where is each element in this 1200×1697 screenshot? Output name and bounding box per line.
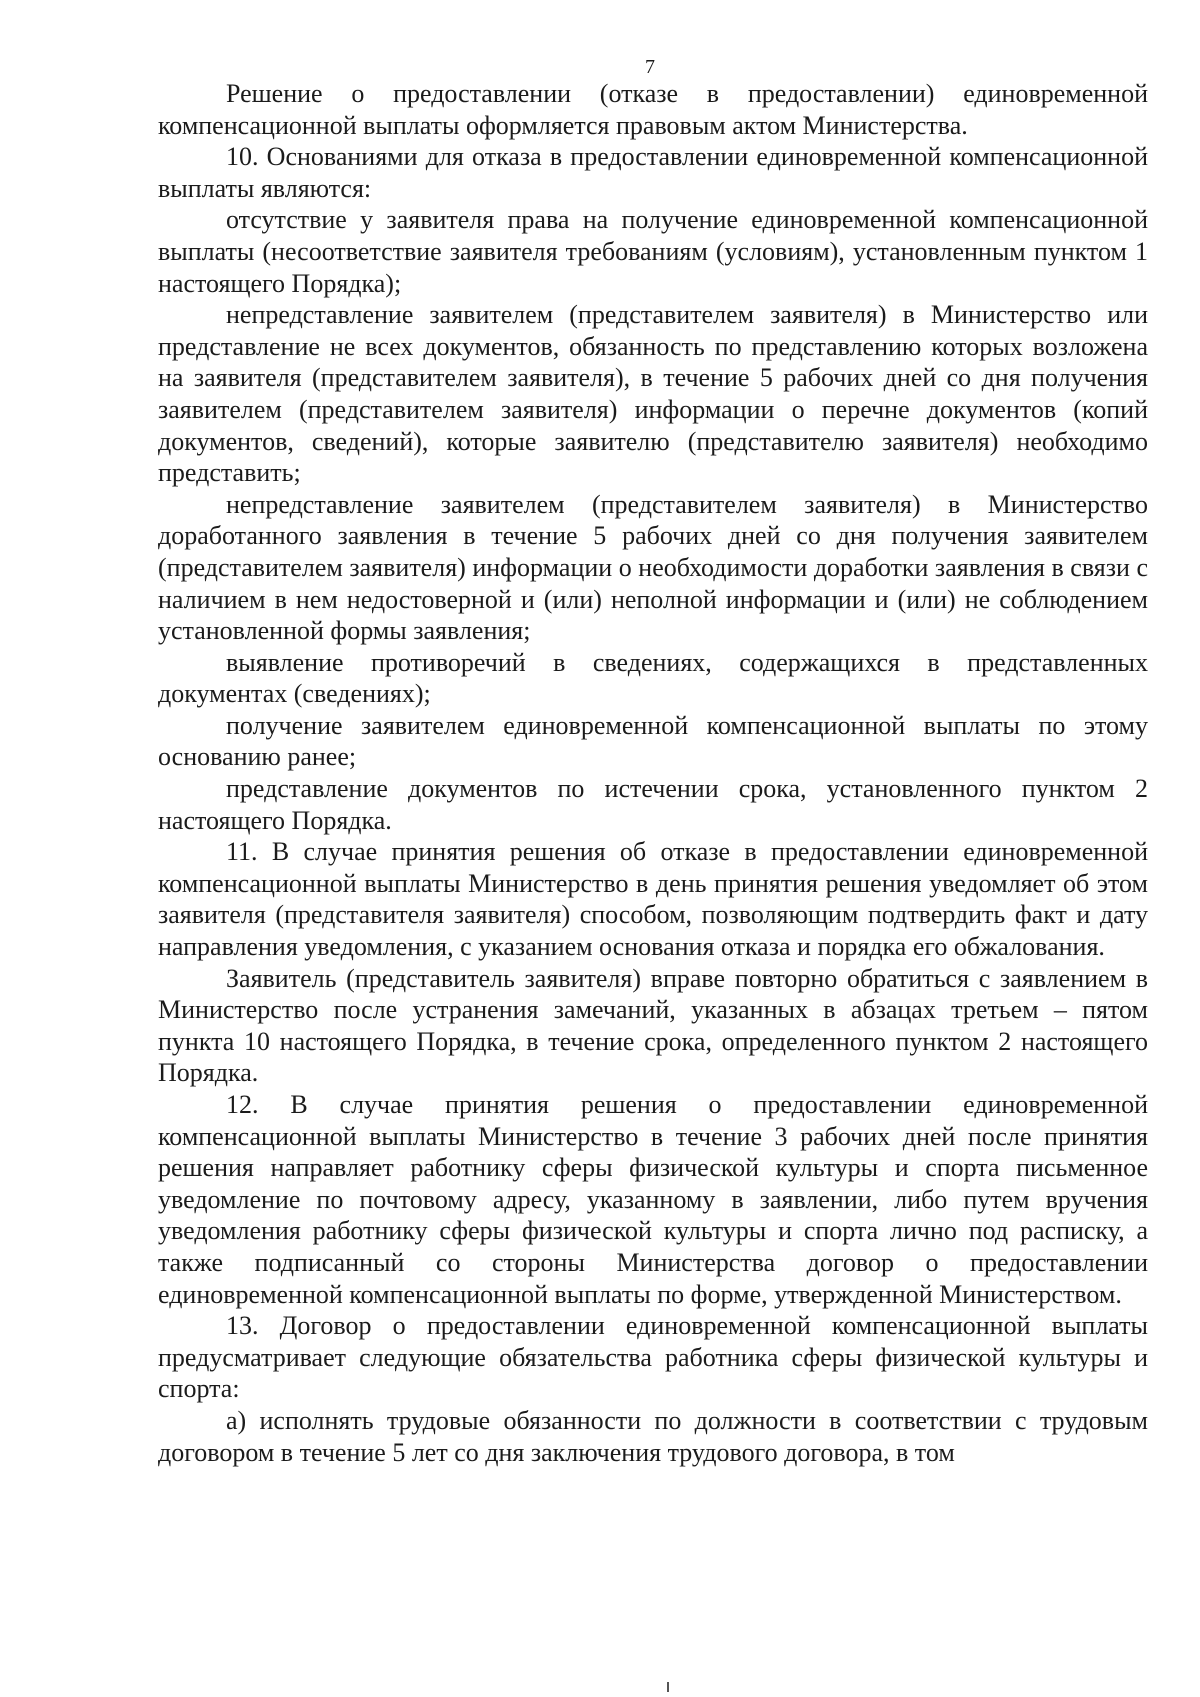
paragraph-reapplication: Заявитель (представитель заявителя) вправе повторно обратиться с заявлением в Министерство после устранения замечаний, указанных в абзацах третьем – пятом пункта 10 настоящего Порядка, в течение срока, определенного пунктом 2 настоящего Порядка. — [158, 963, 1148, 1088]
paragraph-11-refusal-notice: 11. В случае принятия решения об отказе в предоставлении единовременной компенсационной выплаты Министерство в день принятия решения уведомляет об этом заявителя (представителя заявителя) способом, позволяющим подтвердить факт и дату направления уведомления, с указанием основания отказа и порядка его обжалования. — [158, 837, 1148, 962]
page-number: 7 — [645, 56, 655, 78]
paragraph-ground-late-submission: представление документов по истечении срока, установленного пунктом 2 настоящего Порядка. — [158, 774, 1148, 835]
paragraph-decision-form: Решение о предоставлении (отказе в предоставлении) единовременной компенсационной выплаты оформляется правовым актом Министерства. — [158, 79, 1148, 140]
paragraph-ground-contradictions: выявление противоречий в сведениях, содержащихся в представленных документах (сведениях); — [158, 647, 1148, 709]
paragraph-ground-documents-missing: непредставление заявителем (представителем заявителя) в Министерство или представление не всех документов, обязанность по представлению которых возложена на заявителя (представителем заявителя), в течение 5 рабочих дней со дня получения заявителем (представителем заявителя) информации о перечне документов (копий документов, сведений), которые заявителю (представителю заявителя) необходимо представить; — [158, 300, 1148, 488]
paragraph-ground-received-earlier: получение заявителем единовременной компенсационной выплаты по этому основанию ранее; — [158, 710, 1148, 772]
paragraph-12-approval-notice: 12. В случае принятия решения о предоставлении единовременной компенсационной выплаты Министерство в течение 3 рабочих дней после принятия решения направляет работнику сферы физической культуры и спорта письменное уведомление по почтовому адресу, указанному в заявлении, либо путем вручения уведомления работнику сферы физической культуры и спорта лично под расписку, а также подписанный со стороны Министерства договор о предоставлении единовременной компенсационной выплаты по форме, утвержденной Министерством. — [158, 1090, 1148, 1309]
paragraph-10-grounds-heading: 10. Основаниями для отказа в предоставлении единовременной компенсационной выплаты являются: — [158, 142, 1148, 203]
paragraph-ground-no-right: отсутствие у заявителя права на получение единовременной компенсационной выплаты (несоответствие заявителя требованиям (условиям), установленным пунктом 1 настоящего Порядка); — [158, 205, 1148, 298]
paragraph-13a-work-duties: а) исполнять трудовые обязанности по должности в соответствии с трудовым договором в течение 5 лет со дня заключения трудового договора, в том — [158, 1405, 1148, 1467]
paragraph-ground-application-not-revised: непредставление заявителем (представителем заявителя) в Министерство доработанного заявления в течение 5 рабочих дней со дня получения заявителем (представителем заявителя) информации о необходимости доработки заявления в связи с наличием в нем недостоверной и (или) неполной информации и (или) не соблюдением установленной формы заявления; — [158, 489, 1148, 646]
paragraph-13-contract-obligations: 13. Договор о предоставлении единовременной компенсационной выплаты предусматривает следующие обязательства работника сферы физической культуры и спорта: — [158, 1311, 1148, 1404]
document-body — [158, 78, 1148, 1468]
scan-mark — [667, 1682, 669, 1692]
